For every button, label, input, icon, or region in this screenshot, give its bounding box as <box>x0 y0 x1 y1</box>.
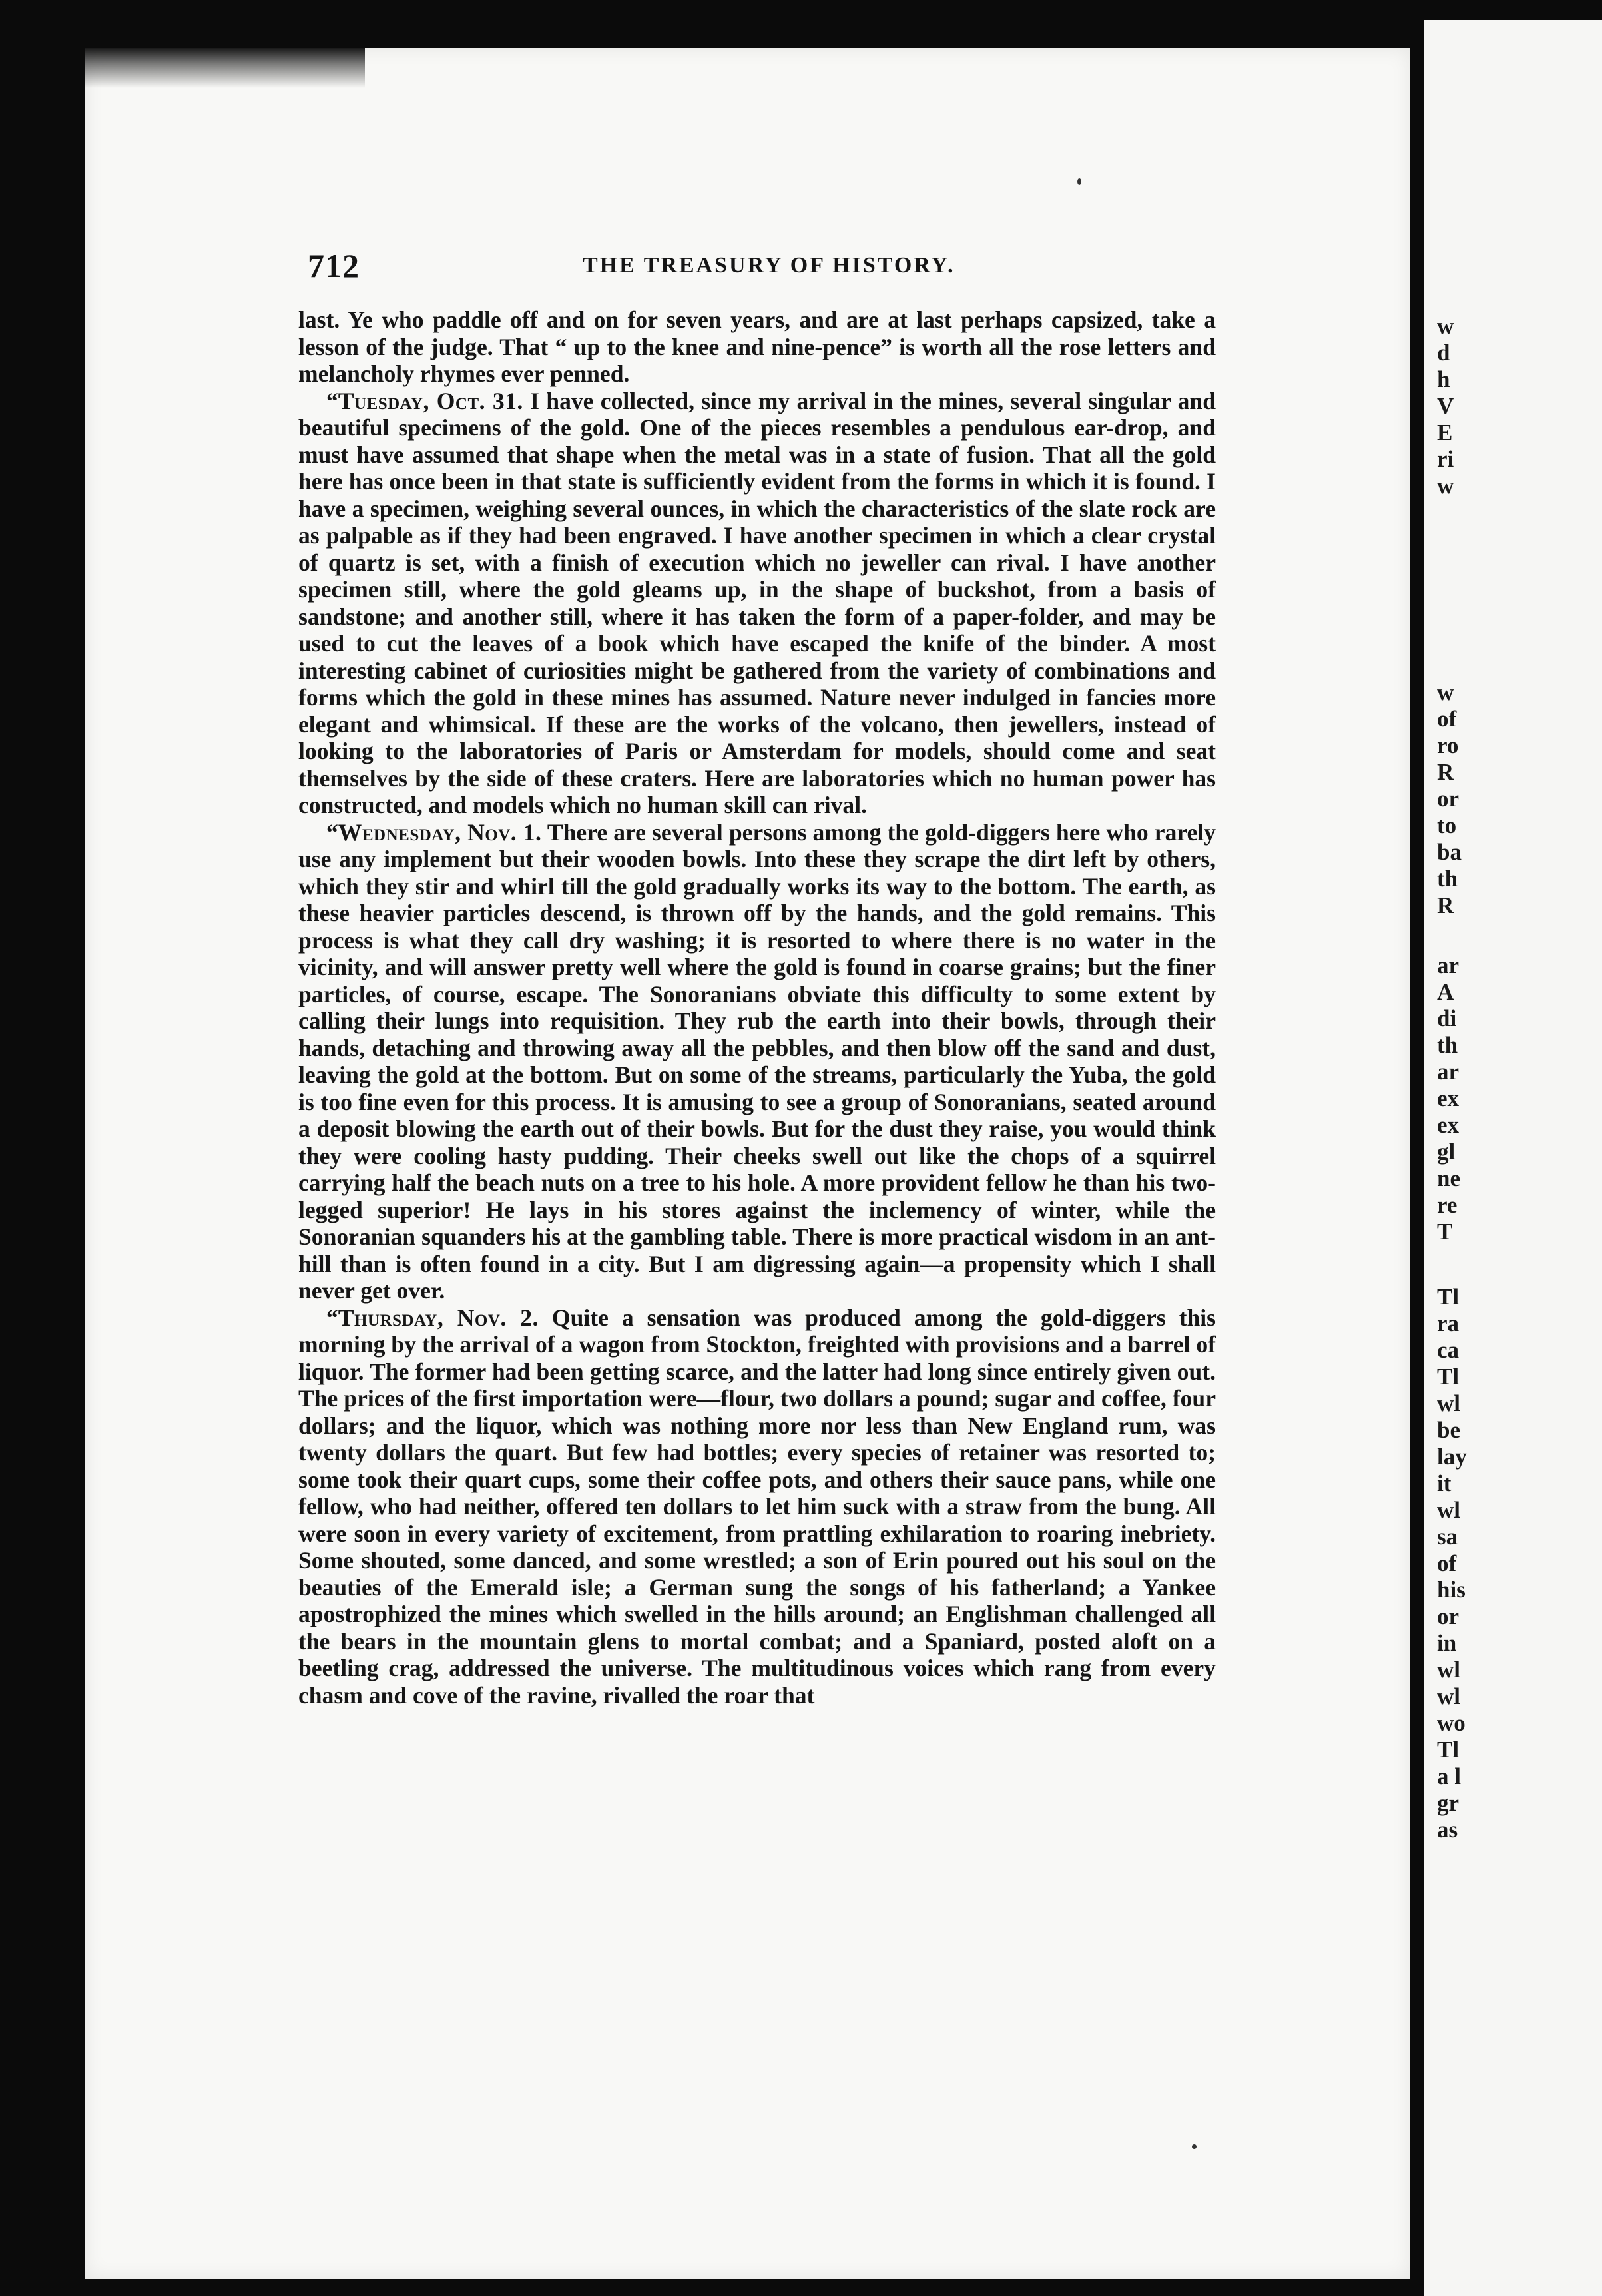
entry-date-heading: Tuesday, Oct. 31. <box>338 387 523 414</box>
entry-date-heading: Wednesday, Nov. 1. <box>338 818 542 846</box>
adjacent-page-fragment: ca <box>1437 1337 1460 1363</box>
quote-mark: “ <box>326 387 338 414</box>
entry-text: I have collected, since my arrival in the mines, several singular and beautiful specimens of the gold. One of the pieces resembles a pendulous ear-drop, and must have assumed that shape when the metal was in a state of fusion. That all the gold here has once been in that state is sufficiently evident from the forms in which it is found. I have a specimen, weighing several ounces, in which the characteristics of the slate rock are as palpable as if they had been engraved. I have another specimen in which a clear crystal of quartz is set, with a finish of execution which no jeweller can rival. I have another specimen still, where the gold gleams up, in the shape of buckshot, from a basis of sandstone; and another still, where it has taken the form of a paper-folder, and may be used to cut the leaves of a book which have escaped the knife of the binder. A most interesting cabinet of curiosities might be gathered from the variety of combinations and forms which the gold in these mines has assumed. Nature never indulged in fancies more elegant and whimsical. If these are the works of the volcano, then jewellers, instead of looking to the laboratories of Paris or Amsterdam for models, should come and seat themselves by the side of these craters. Here are laboratories which no human power has constructed, and models which no human skill can rival. <box>298 387 1216 818</box>
adjacent-page-fragment: of <box>1437 706 1457 732</box>
adjacent-page-fragment: Tl <box>1437 1284 1460 1310</box>
text-column <box>298 306 1216 1709</box>
adjacent-page-fragment: as <box>1437 1817 1458 1843</box>
paragraph-thursday <box>298 1304 1216 1709</box>
adjacent-page-fragment: ar <box>1437 952 1460 978</box>
adjacent-page-fragment: T <box>1437 1219 1453 1245</box>
adjacent-page-fragment: ba <box>1437 839 1462 865</box>
adjacent-page-fragment: wo <box>1437 1710 1466 1736</box>
adjacent-page-fragment: wl <box>1437 1390 1460 1416</box>
adjacent-page-fragment: di <box>1437 1005 1457 1031</box>
entry-date-heading: Thursday, Nov. 2. <box>338 1304 539 1331</box>
adjacent-page-fragment: re <box>1437 1192 1458 1218</box>
adjacent-page-fragment: E <box>1437 420 1453 445</box>
adjacent-page-fragment: ar <box>1437 1059 1460 1085</box>
adjacent-page-fragment: his <box>1437 1577 1466 1603</box>
adjacent-page-fragment: ex <box>1437 1085 1460 1111</box>
adjacent-page-fragment: or <box>1437 786 1460 812</box>
adjacent-page-fragment: V <box>1437 393 1454 419</box>
page-number: 712 <box>308 247 360 284</box>
adjacent-page-fragment: it <box>1437 1470 1452 1496</box>
adjacent-page-fragment: R <box>1437 759 1454 785</box>
adjacent-page-fragment: of <box>1437 1550 1457 1576</box>
adjacent-page-fragment: w <box>1437 679 1454 705</box>
adjacent-page-fragment: gr <box>1437 1790 1460 1816</box>
ink-speck <box>1192 2144 1197 2149</box>
adjacent-page-fragment: ne <box>1437 1165 1460 1191</box>
adjacent-page-fragment: w <box>1437 313 1454 339</box>
adjacent-page-fragment: to <box>1437 812 1457 838</box>
quote-mark: “ <box>326 1304 338 1331</box>
adjacent-page-fragment: a l <box>1437 1763 1461 1789</box>
adjacent-page-fragment: ri <box>1437 446 1454 472</box>
adjacent-page-fragment: A <box>1437 979 1454 1005</box>
adjacent-page-fragment: ex <box>1437 1112 1460 1138</box>
paragraph-tuesday <box>298 388 1216 819</box>
adjacent-page-fragment: ro <box>1437 732 1459 758</box>
adjacent-page-fragment: sa <box>1437 1524 1458 1550</box>
adjacent-page-fragment: th <box>1437 866 1458 892</box>
adjacent-page-fragment: wl <box>1437 1657 1460 1683</box>
quote-mark: “ <box>326 818 338 846</box>
adjacent-page-fragment: Tl <box>1437 1737 1460 1763</box>
adjacent-page-fragment: h <box>1437 366 1450 392</box>
entry-text: Quite a sensation was produced among the gold-diggers this morning by the arrival of a wagon from Stockton, freighted with provisions and a barrel of liquor. The former had been getting scarce, and the latter had long since entirely given out. The prices of the first importation were—flour, two dollars a pound; sugar and coffee, four dollars; and the liquor, which was nothing more nor less than New England rum, was twenty dollars the quart. But few had bottles; every species of retainer was resorted to; some took their quart cups, some their coffee pots, and others their sauce pans, while one fellow, who had neither, offered ten dollars to let him suck with a straw from the bung. All were soon in every variety of excitement, from prattling exhilaration to roaring inebriety. Some shouted, some danced, and some wrestled; a son of Erin poured out his soul on the beauties of the Emerald isle; a German sung the songs of his fatherland; a Yankee apostrophized the mines which swelled in the hills around; an Englishman challenged all the bears in the mountain glens to mortal combat; and a Spaniard, posted aloft on a beetling crag, addressed the universe. The multitudinous voices which rang from every chasm and cove of the ravine, rivalled the roar that <box>298 1304 1216 1709</box>
adjacent-page-fragment: w <box>1437 473 1454 499</box>
paragraph-continuation: last. Ye who paddle off and on for seven years, and are at last perhaps capsized, take a lesson of the judge. That “ up to the knee and nine-pence” is worth all the rose letters and melancholy rhymes ever penned. <box>298 306 1216 387</box>
adjacent-page-fragment: Tl <box>1437 1364 1460 1390</box>
adjacent-page-fragment: or <box>1437 1603 1460 1629</box>
paragraph-wednesday <box>298 819 1216 1304</box>
adjacent-page-fragment: d <box>1437 340 1450 366</box>
running-title: THE TREASURY OF HISTORY. <box>583 253 955 278</box>
adjacent-page-fragment: R <box>1437 892 1454 918</box>
ink-speck <box>1077 178 1081 185</box>
adjacent-page-fragment: th <box>1437 1032 1458 1058</box>
adjacent-page-fragment: ra <box>1437 1310 1460 1336</box>
entry-text: There are several persons among the gold-diggers here who rarely use any implement but their wooden bowls. Into these they scrape the dirt left by others, which they stir and whirl till the gold gradually works its way to the bottom. The earth, as these heavier particles descend, is thrown off by the hands, and the gold remains. This process is what they call dry washing; it is resorted to where there is no water in the vicinity, and will answer pretty well where the gold is found in coarse grains; but the finer particles, of course, escape. The Sonoranians obviate this difficulty to some extent by calling their lungs into requisition. They rub the earth into their bowls, through their hands, detaching and throwing away all the pebbles, and then blow off the sand and dust, leaving the gold at the bottom. But on some of the streams, particularly the Yuba, the gold is too fine even for this process. It is amusing to see a group of Sonoranians, seated around a deposit blowing the earth out of their bowls. But for the dust they raise, you would think they were cooling hasty pudding. Their cheeks swell out like the chops of a squirrel carrying half the beach nuts on a tree to his hole. A more provident fellow he than his two-legged superior! He lays in his stores against the inclemency of winter, while the Sonoranian squanders his at the gambling table. There is more practical wisdom in an ant-hill than is often found in a city. But I am digressing again—a propensity which I shall never get over. <box>298 818 1216 1304</box>
adjacent-page-fragment: lay <box>1437 1444 1467 1470</box>
adjacent-page-fragment: wl <box>1437 1497 1460 1523</box>
adjacent-page-fragment: in <box>1437 1630 1457 1656</box>
adjacent-page-fragment: gl <box>1437 1139 1456 1165</box>
adjacent-page-fragment: wl <box>1437 1683 1460 1709</box>
adjacent-page-fragment: be <box>1437 1417 1460 1443</box>
